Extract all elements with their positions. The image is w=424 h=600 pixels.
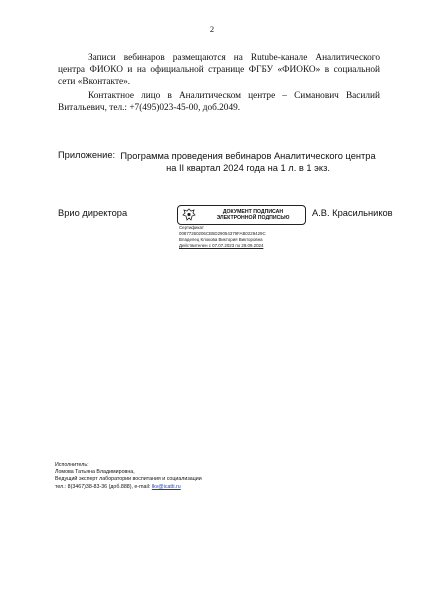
paragraph-contact-person-text: Контактное лицо в Аналитическом центре – Симанович Василий Витальевич, тел.: +7(495)023-45-00, доб.2049. <box>58 91 380 114</box>
executor-name: Ломова Татьяна Владимировна, <box>55 469 135 476</box>
certificate-owner: Владелец Клокова Виктория Викторовна <box>179 237 263 242</box>
certificate-validity: Действителен с 07.07.2023 по 29.09.2024 <box>179 243 264 248</box>
paragraph-contact-person <box>58 90 380 114</box>
appendix-label: Приложение: <box>58 150 116 160</box>
page-number: 2 <box>209 24 215 34</box>
certificate-number: 00877260206CB5D29054379FAB0229429C <box>179 231 266 236</box>
executor-email-link[interactable]: lkv@icatti.ru <box>151 483 181 490</box>
signature-role: Врио директора <box>58 208 128 218</box>
executor-phone: тел.: 8(3467)38-83-36 (доб.888), e-mail: <box>55 483 151 490</box>
paragraph-webinar-records <box>58 52 380 89</box>
executor-block <box>55 462 255 491</box>
stamp-header <box>177 205 306 225</box>
stamp-details <box>179 225 304 249</box>
executor-label: Исполнитель: <box>55 462 89 468</box>
appendix-text: Программа проведения вебинаров Аналитического центра на II квартал 2024 года на 1 л. в 1 экз. <box>120 151 376 173</box>
paragraph-webinar-records-text: Записи вебинаров размещаются на Rutube-канале Аналитического центра ФИОКО и на официальной странице ФГБУ «ФИОКО» в социальной сети «Вконтакте». <box>58 53 380 88</box>
executor-contact <box>55 484 255 491</box>
executor-position: Ведущий эксперт лаборатории воспитания и социализации <box>55 476 202 483</box>
emblem-icon <box>181 208 197 222</box>
certificate-label: Сертификат <box>179 225 204 230</box>
signature-name: А.В. Красильников <box>312 208 393 218</box>
electronic-signature-stamp <box>177 205 306 258</box>
stamp-title: ДОКУМЕНТ ПОДПИСАН ЭЛЕКТРОННОЙ ПОДПИСЬЮ <box>216 209 290 221</box>
